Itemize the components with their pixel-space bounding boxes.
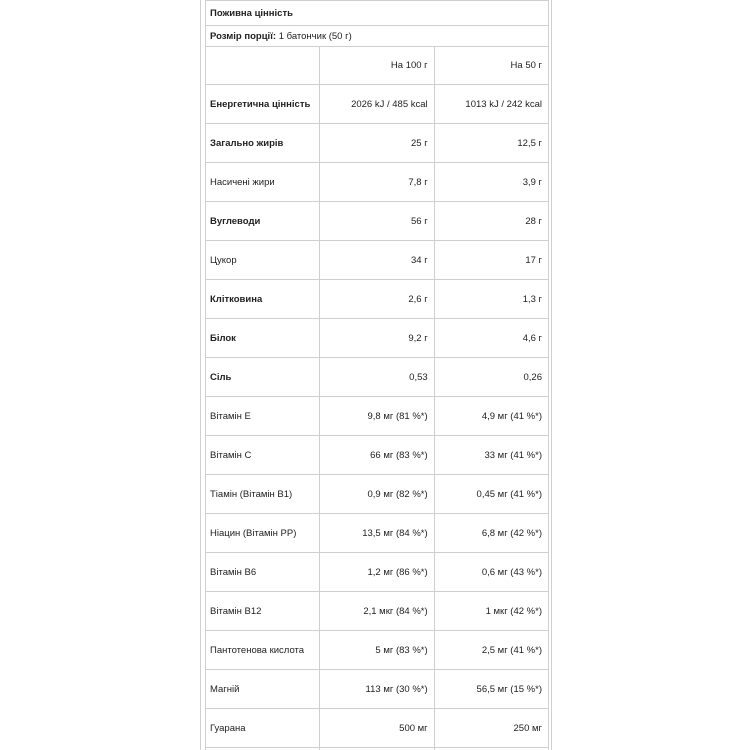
value-per-100g: 500 мг bbox=[320, 709, 434, 748]
nutrition-panel bbox=[200, 0, 552, 750]
value-per-50g: 250 мг bbox=[434, 709, 548, 748]
nutrient-name: Клітковина bbox=[206, 280, 320, 319]
serving-row bbox=[206, 26, 549, 47]
nutrient-name: Вітамін С bbox=[206, 436, 320, 475]
table-title-row bbox=[206, 1, 549, 26]
value-per-100g: 34 г bbox=[320, 241, 434, 280]
column-header-row bbox=[206, 47, 549, 85]
table-row bbox=[206, 631, 549, 670]
nutrient-name: Цукор bbox=[206, 241, 320, 280]
value-per-100g: 2,6 г bbox=[320, 280, 434, 319]
nutrient-name: Тіамін (Вітамін В1) bbox=[206, 475, 320, 514]
table-row bbox=[206, 475, 549, 514]
value-per-100g: 1,2 мг (86 %*) bbox=[320, 553, 434, 592]
nutrient-name: Гуарана bbox=[206, 709, 320, 748]
serving-value: 1 батончик (50 г) bbox=[278, 30, 352, 42]
value-per-100g: 66 мг (83 %*) bbox=[320, 436, 434, 475]
value-per-100g: 0,53 bbox=[320, 358, 434, 397]
table-row bbox=[206, 358, 549, 397]
nutrient-name: Сіль bbox=[206, 358, 320, 397]
value-per-100g: 9,8 мг (81 %*) bbox=[320, 397, 434, 436]
table-row bbox=[206, 397, 549, 436]
value-per-100g: 0,9 мг (82 %*) bbox=[320, 475, 434, 514]
value-per-50g: 17 г bbox=[434, 241, 548, 280]
table-row bbox=[206, 124, 549, 163]
value-per-100g: 13,5 мг (84 %*) bbox=[320, 514, 434, 553]
value-per-50g: 4,6 г bbox=[434, 319, 548, 358]
value-per-50g: 2,5 мг (41 %*) bbox=[434, 631, 548, 670]
value-per-50g: 3,9 г bbox=[434, 163, 548, 202]
value-per-100g: 113 мг (30 %*) bbox=[320, 670, 434, 709]
nutrient-name: Пантотенова кислота bbox=[206, 631, 320, 670]
value-per-50g: 4,9 мг (41 %*) bbox=[434, 397, 548, 436]
value-per-100g: 56 г bbox=[320, 202, 434, 241]
table-row bbox=[206, 85, 549, 124]
value-per-50g: 33 мг (41 %*) bbox=[434, 436, 548, 475]
nutrient-name: Насичені жири bbox=[206, 163, 320, 202]
nutrient-name: Магній bbox=[206, 670, 320, 709]
nutrient-name: Вітамін В12 bbox=[206, 592, 320, 631]
table-row bbox=[206, 670, 549, 709]
value-per-50g: 0,6 мг (43 %*) bbox=[434, 553, 548, 592]
table-row bbox=[206, 241, 549, 280]
value-per-100g: 2026 kJ / 485 kcal bbox=[320, 85, 434, 124]
table-row bbox=[206, 514, 549, 553]
nutrition-table bbox=[205, 0, 549, 750]
value-per-50g: 1,3 г bbox=[434, 280, 548, 319]
value-per-100g: 2,1 мкг (84 %*) bbox=[320, 592, 434, 631]
table-title: Поживна цінність bbox=[206, 1, 549, 26]
nutrient-name: Вітамін Е bbox=[206, 397, 320, 436]
value-per-50g: 1013 kJ / 242 kcal bbox=[434, 85, 548, 124]
serving-size bbox=[206, 26, 549, 47]
value-per-50g: 6,8 мг (42 %*) bbox=[434, 514, 548, 553]
value-per-50g: 0,26 bbox=[434, 358, 548, 397]
nutrient-name: Ніацин (Вітамін PP) bbox=[206, 514, 320, 553]
value-per-100g: 9,2 г bbox=[320, 319, 434, 358]
value-per-50g: 56,5 мг (15 %*) bbox=[434, 670, 548, 709]
table-row bbox=[206, 436, 549, 475]
nutrient-name: Загально жирів bbox=[206, 124, 320, 163]
header-per-50g: На 50 г bbox=[434, 47, 548, 85]
value-per-50g: 28 г bbox=[434, 202, 548, 241]
nutrient-name: Білок bbox=[206, 319, 320, 358]
table-row bbox=[206, 553, 549, 592]
nutrient-name: Вуглеводи bbox=[206, 202, 320, 241]
table-row bbox=[206, 592, 549, 631]
header-blank bbox=[206, 47, 320, 85]
table-row bbox=[206, 709, 549, 748]
value-per-50g: 0,45 мг (41 %*) bbox=[434, 475, 548, 514]
value-per-50g: 12,5 г bbox=[434, 124, 548, 163]
table-row bbox=[206, 319, 549, 358]
header-per-100g: На 100 г bbox=[320, 47, 434, 85]
value-per-50g: 1 мкг (42 %*) bbox=[434, 592, 548, 631]
value-per-100g: 7,8 г bbox=[320, 163, 434, 202]
serving-label: Розмір порції: bbox=[210, 30, 277, 42]
table-row bbox=[206, 280, 549, 319]
table-row bbox=[206, 163, 549, 202]
table-row bbox=[206, 202, 549, 241]
nutrient-name: Енергетична цінність bbox=[206, 85, 320, 124]
value-per-100g: 25 г bbox=[320, 124, 434, 163]
value-per-100g: 5 мг (83 %*) bbox=[320, 631, 434, 670]
nutrient-name: Вітамін В6 bbox=[206, 553, 320, 592]
